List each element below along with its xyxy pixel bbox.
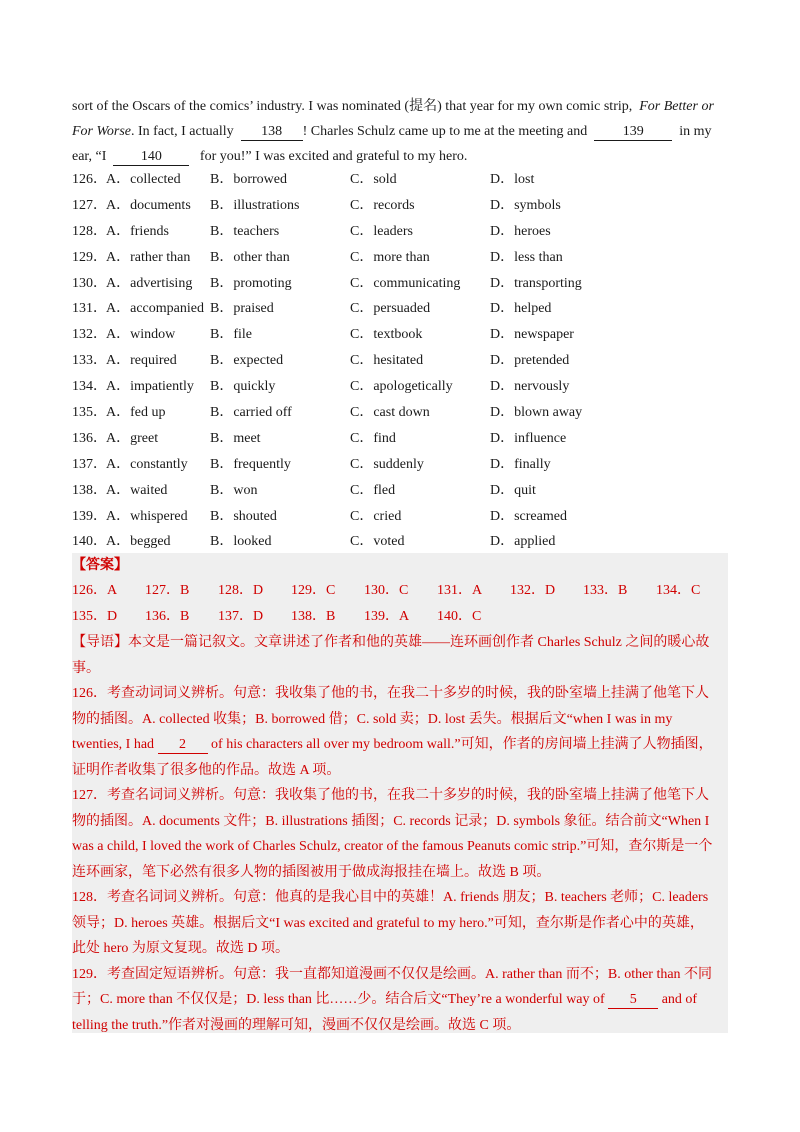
comic-title-cont: For Worse <box>72 124 131 139</box>
passage-text: sort of the Oscars of the comics’ industry. I was nominated (提名) that year for my own comic strip, <box>72 99 633 114</box>
passage-line-3 <box>72 144 728 169</box>
option-c: C．records <box>350 197 415 213</box>
explanation-126-line: 证明作者收集了很多他的作品。故选 A 项。 <box>72 762 341 778</box>
blank-2: 2 <box>158 737 208 754</box>
blank-138: 138 <box>241 124 303 141</box>
option-b: B．file <box>210 327 252 343</box>
option-c: C．cried <box>350 508 402 524</box>
option-d: D．pretended <box>490 353 570 369</box>
explanation-128-line: 领导；D. heroes 英雄。根据后文“I was excited and grateful to my hero.”可知，查尔斯是作者心中的英雄， <box>72 915 704 931</box>
option-c: C．communicating <box>350 275 461 291</box>
question-number: 137． <box>72 456 107 472</box>
option-b: B．teachers <box>210 223 280 239</box>
blank-139: 139 <box>594 124 672 141</box>
option-d: D．applied <box>490 534 556 550</box>
explanation-129-line: 129．考查固定短语辨析。句意：我一直都知道漫画不仅仅是绘画。A. rather than 而不；B. other than 不同 <box>72 966 713 982</box>
option-d: D．screamed <box>490 508 567 524</box>
answer-item: 127．B <box>145 583 190 598</box>
question-row <box>72 322 728 348</box>
option-c: C．fled <box>350 482 396 498</box>
option-a: A．required <box>106 353 177 369</box>
explanation-127-line: was a child, I loved the work of Charles Schulz, creator of the famous Peanuts comic strip.”可知，查尔斯是一个 <box>72 839 713 854</box>
option-c: C．find <box>350 430 396 446</box>
answer-item: 138．B <box>291 609 336 624</box>
option-a: A．begged <box>106 534 171 550</box>
question-number: 138． <box>72 482 107 498</box>
explanation-127-line: 连环画家，笔下必然有很多人物的插图被用于做成海报挂在墙上。故选 B 项。 <box>72 864 551 880</box>
option-a: A．window <box>106 327 176 343</box>
passage-line-1 <box>72 94 728 119</box>
option-a: A．collected <box>106 172 181 187</box>
option-c: C．textbook <box>350 327 423 343</box>
passage-text: for you!” I was excited and grateful to my hero. <box>199 149 468 164</box>
option-a: A．whispered <box>106 508 188 524</box>
explanation-127-line: 物的插图。A. documents 文件；B. illustrations 插图；C. records 记录；D. symbols 象征。结合前文“When I <box>72 813 710 829</box>
passage-line-2 <box>72 119 728 144</box>
question-number: 130． <box>72 275 107 291</box>
option-c: C．apologetically <box>350 379 453 395</box>
question-number: 129． <box>72 249 107 265</box>
answer-item: 137．D <box>218 609 264 624</box>
option-b: B．frequently <box>210 456 291 472</box>
option-a: A．waited <box>106 482 168 498</box>
question-number: 140． <box>72 534 107 550</box>
explanation-block <box>72 630 728 1038</box>
answer-item: 134．C <box>656 583 701 598</box>
answer-item: 131．A <box>437 583 483 598</box>
option-a: A．impatiently <box>106 379 194 395</box>
question-row <box>72 374 728 400</box>
question-row <box>72 271 728 297</box>
passage-text: ear, “I <box>72 149 107 164</box>
explanation-126-line: 126．考查动词词义辨析。句意：我收集了他的书，在我二十多岁的时候，我的卧室墙上挂满了他笔下人 <box>72 686 709 701</box>
answer-section <box>72 553 728 1033</box>
option-a: A．documents <box>106 197 191 213</box>
option-c: C．cast down <box>350 405 430 421</box>
option-b: B．illustrations <box>210 197 300 213</box>
comic-title: For Better or <box>639 99 714 114</box>
question-number: 136． <box>72 430 107 446</box>
option-d: D．less than <box>490 249 563 265</box>
explanation-128-line: 此处 hero 为原文复现。故选 D 项。 <box>72 941 289 956</box>
option-b: B．won <box>210 482 258 498</box>
option-c: C．sold <box>350 172 397 187</box>
option-b: B．promoting <box>210 275 292 291</box>
option-c: C．persuaded <box>350 301 431 317</box>
option-c: C．suddenly <box>350 456 424 472</box>
option-c: C．more than <box>350 249 430 265</box>
option-a: A．rather than <box>106 249 191 265</box>
option-d: D．finally <box>490 456 551 472</box>
passage-text: . In fact, I actually <box>131 124 234 139</box>
question-row <box>72 504 728 530</box>
question-number: 132． <box>72 327 107 343</box>
answer-item: 128．D <box>218 583 264 598</box>
question-row <box>72 296 728 322</box>
question-number: 126． <box>72 172 107 187</box>
option-b: B．shouted <box>210 508 277 524</box>
option-a: A．constantly <box>106 456 188 472</box>
question-row <box>72 245 728 271</box>
option-d: D．lost <box>490 172 535 187</box>
explanation-text: of his characters all over my bedroom wall.”可知，作者的房间墙上挂满了人物插图， <box>211 737 713 752</box>
guide-line: 事。 <box>72 660 100 676</box>
option-c: C．voted <box>350 534 405 550</box>
explanation-128-line: 128．考查名词词义辨析。句意：他真的是我心目中的英雄！A. friends 朋友；B. teachers 老师；C. leaders <box>72 890 709 905</box>
option-b: B．looked <box>210 534 272 550</box>
option-d: D．newspaper <box>490 327 574 343</box>
answer-item: 130．C <box>364 583 409 598</box>
question-number: 131． <box>72 301 107 317</box>
question-number: 134． <box>72 379 107 395</box>
option-d: D．symbols <box>490 197 561 213</box>
option-a: A．fed up <box>106 405 166 421</box>
question-row <box>72 193 728 219</box>
option-b: B．meet <box>210 430 261 446</box>
explanation-text: twenties, I had <box>72 737 155 752</box>
explanation-text: 于；C. more than 不仅仅是；D. less than 比……少。结合后文“They’re a wonderful way of <box>72 992 605 1007</box>
blank-140: 140 <box>113 149 189 166</box>
answer-item: 129．C <box>291 583 336 598</box>
option-d: D．influence <box>490 430 567 446</box>
option-b: B．praised <box>210 301 274 317</box>
explanation-126-line: 物的插图。A. collected 收集；B. borrowed 借；C. sold 卖；D. lost 丢失。根据后文“when I was in my <box>72 711 673 727</box>
option-a: A．friends <box>106 223 169 239</box>
question-row <box>72 529 728 555</box>
blank-5: 5 <box>608 992 658 1009</box>
option-d: D．nervously <box>490 379 570 395</box>
passage <box>72 94 728 169</box>
answer-item: 132．D <box>510 583 556 598</box>
question-number: 135． <box>72 405 107 421</box>
option-d: D．blown away <box>490 405 583 421</box>
answer-item: 133．B <box>583 583 628 598</box>
question-row <box>72 167 728 193</box>
answer-item: 139．A <box>364 609 410 624</box>
question-row <box>72 400 728 426</box>
question-number: 127． <box>72 197 107 213</box>
answer-heading: 【答案】 <box>72 558 128 573</box>
answer-item: 136．B <box>145 609 190 624</box>
answer-item: 135．D <box>72 609 118 624</box>
option-b: B．borrowed <box>210 172 287 187</box>
option-a: A．accompanied <box>106 301 204 317</box>
option-a: A．advertising <box>106 275 193 291</box>
passage-text: ! Charles Schulz came up to me at the meeting and <box>302 124 588 139</box>
option-d: D．transporting <box>490 275 582 291</box>
option-d: D．heroes <box>490 223 551 239</box>
question-number: 139． <box>72 508 107 524</box>
question-list <box>72 167 728 555</box>
passage-text: in my <box>679 124 712 139</box>
option-c: C．leaders <box>350 223 413 239</box>
option-b: B．quickly <box>210 379 276 395</box>
explanation-129-line <box>72 987 728 1013</box>
option-d: D．quit <box>490 482 536 498</box>
option-a: A．greet <box>106 430 159 446</box>
explanation-127-line: 127．考查名词词义辨析。句意：我收集了他的书，在我二十多岁的时候，我的卧室墙上挂满了他笔下人 <box>72 788 709 803</box>
answer-item: 140．C <box>437 609 482 624</box>
question-number: 133． <box>72 353 107 369</box>
answer-item: 126．A <box>72 583 118 598</box>
option-c: C．hesitated <box>350 353 424 369</box>
option-b: B．other than <box>210 249 290 265</box>
option-b: B．carried off <box>210 405 292 421</box>
question-row <box>72 348 728 374</box>
question-row <box>72 478 728 504</box>
explanation-129-line: telling the truth.”作者对漫画的理解可知，漫画不仅仅是绘画。故选 C 项。 <box>72 1017 521 1033</box>
question-row <box>72 426 728 452</box>
question-number: 128． <box>72 223 107 239</box>
option-d: D．helped <box>490 301 552 317</box>
question-row <box>72 219 728 245</box>
option-b: B．expected <box>210 353 284 369</box>
guide-line: 【导语】本文是一篇记叙文。文章讲述了作者和他的英雄——连环画创作者 Charles Schulz 之间的暖心故 <box>72 635 710 650</box>
explanation-text: and of <box>661 992 698 1007</box>
explanation-126-line <box>72 732 728 758</box>
question-row <box>72 452 728 478</box>
